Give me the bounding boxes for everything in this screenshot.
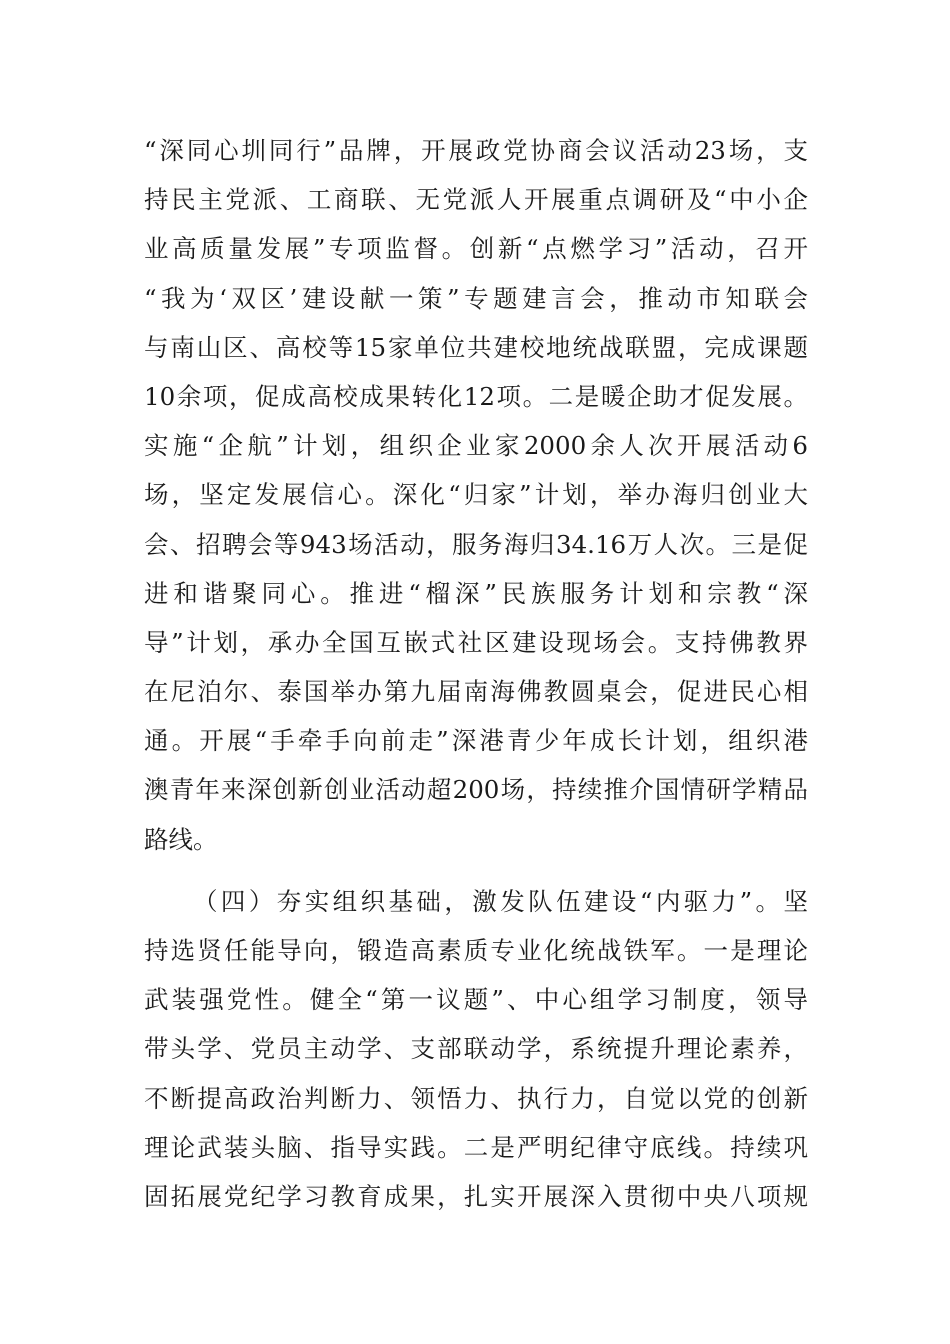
- text-line: 武装强党性。健全“第一议题”、中心组学习制度，领导: [144, 985, 808, 1015]
- paragraph-1: [144, 126, 808, 864]
- paragraph-gap: [144, 864, 808, 877]
- text-line: 通。开展“手牵手向前走”深港青少年成长计划，组织港: [144, 726, 808, 756]
- text-line: 实施“企航”计划，组织企业家2000余人次开展活动6: [144, 431, 808, 461]
- text-line: 持民主党派、工商联、无党派人开展重点调研及“中小企: [144, 185, 808, 215]
- text-line: 持选贤任能导向，锻造高素质专业化统战铁军。一是理论: [144, 936, 808, 965]
- text-line: 进和谐聚同心。推进“榴深”民族服务计划和宗教“深: [144, 578, 808, 608]
- text-line: “深同心圳同行”品牌，开展政党协商会议活动23场，支: [144, 136, 808, 165]
- text-line: “我为‘双区’建设献一策”专题建言会，推动市知联会: [144, 283, 808, 313]
- text-line: 在尼泊尔、泰国举办第九届南海佛教圆桌会，促进民心相: [144, 677, 808, 707]
- text-line: 带头学、党员主动学、支部联动学，系统提升理论素养，: [144, 1034, 808, 1064]
- text-line: 路线。: [144, 824, 218, 854]
- text-line: （四）夯实组织基础，激发队伍建设“内驱力”。坚: [193, 886, 808, 916]
- paragraph-2: [144, 877, 808, 1221]
- text-line: 10余项，促成高校成果转化12项。二是暖企助才促发展。: [144, 381, 808, 411]
- text-line: 与南山区、高校等15家单位共建校地统战联盟，完成课题: [144, 332, 808, 362]
- text-line: 固拓展党纪学习教育成果，扎实开展深入贯彻中央八项规: [144, 1181, 808, 1211]
- text-line: 场，坚定发展信心。深化“归家”计划，举办海归创业大: [144, 480, 808, 510]
- text-line: 导”计划，承办全国互嵌式社区建设现场会。支持佛教界: [144, 627, 808, 657]
- text-line: 理论武装头脑、指导实践。二是严明纪律守底线。持续巩: [144, 1132, 808, 1162]
- text-line: 业高质量发展”专项监督。创新“点燃学习”活动，召开: [144, 234, 808, 264]
- text-line: 会、招聘会等943场活动，服务海归34.16万人次。三是促: [144, 529, 808, 559]
- body-text: [144, 126, 808, 1221]
- text-line: 不断提高政治判断力、领悟力、执行力，自觉以党的创新: [144, 1083, 808, 1113]
- text-line: 澳青年来深创新创业活动超200场，持续推介国情研学精品: [144, 775, 808, 805]
